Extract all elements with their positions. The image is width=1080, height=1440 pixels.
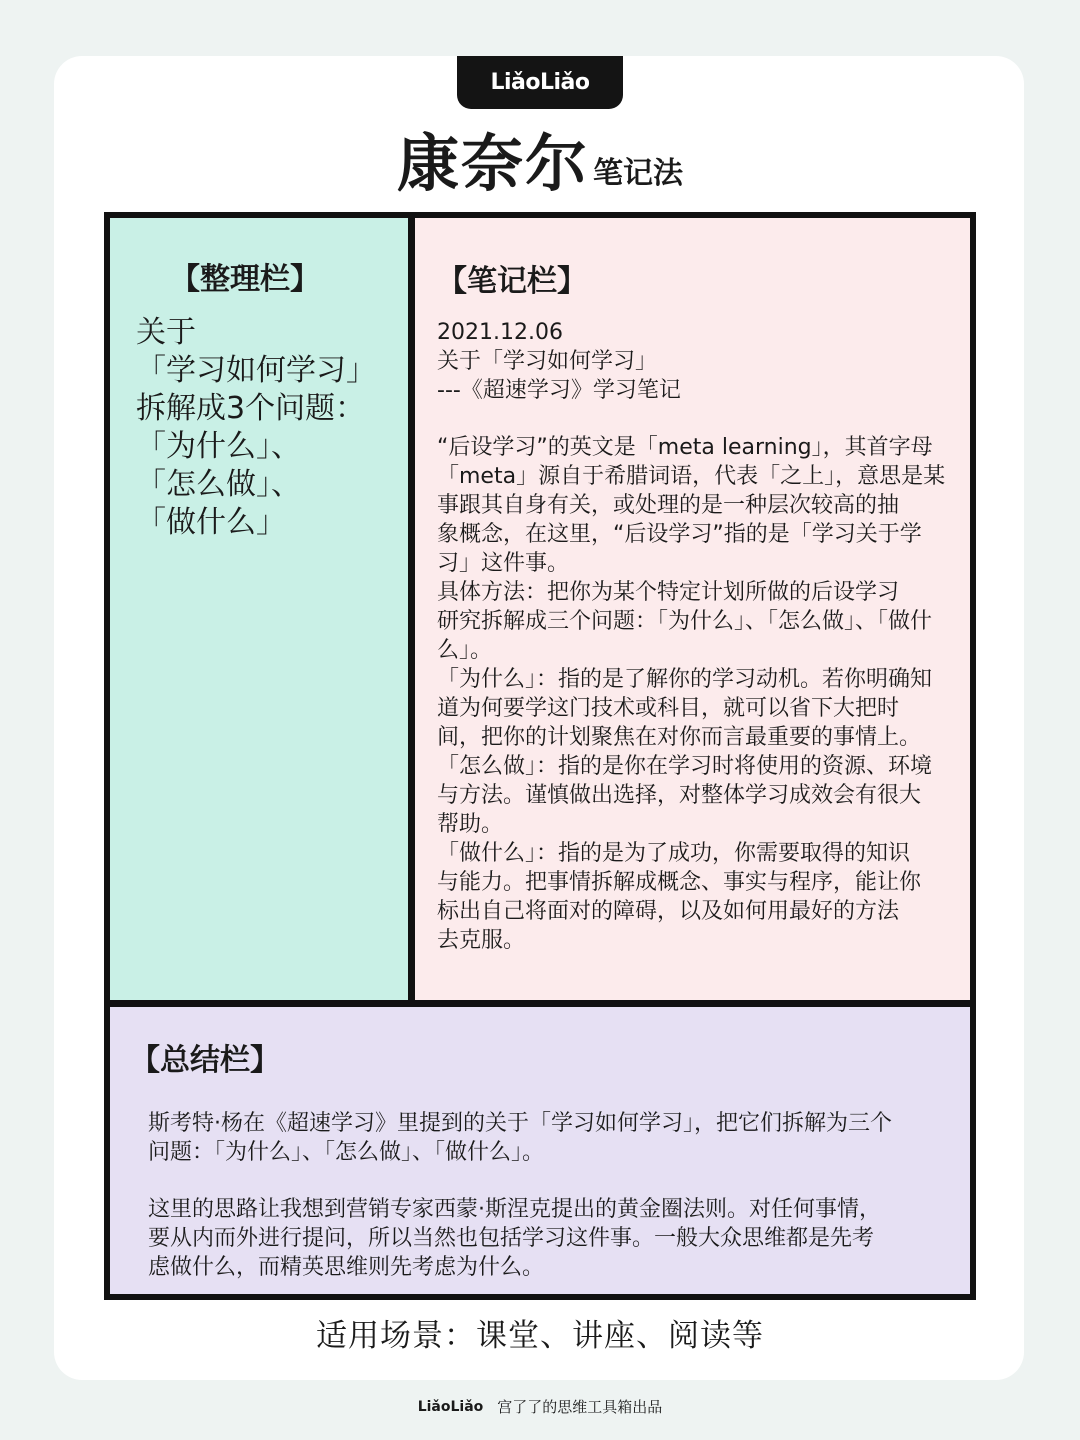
note-source: ---《超速学习》学习笔记 — [437, 378, 681, 403]
brand-logo: LiǎoLiǎo — [457, 56, 623, 109]
note-line: 「meta」源自于希腊词语，代表「之上」，意思是某 — [437, 464, 946, 489]
cue-line: 「学习如何学习」 — [136, 353, 376, 388]
summary-line: 问题：「为什么」、「怎么做」、「做什么」。 — [148, 1140, 545, 1165]
notes-meta — [437, 318, 962, 405]
footer-text: 宫了了的思维工具箱出品 — [497, 1398, 663, 1416]
page-title — [0, 128, 1080, 200]
cue-line: 关于 — [136, 315, 196, 350]
cue-text — [136, 314, 376, 542]
summary-paragraph-1 — [148, 1109, 948, 1167]
notes-heading: 【笔记栏】 — [437, 264, 587, 299]
summary-section — [110, 1000, 970, 1294]
title-sub: 笔记法 — [593, 156, 683, 191]
note-topic: 关于「学习如何学习」 — [437, 349, 658, 374]
cue-line: 拆解成3个问题： — [136, 391, 366, 426]
cue-heading: 【整理栏】 — [170, 262, 320, 297]
note-line: 道为何要学这门技术或科目，就可以省下大把时 — [437, 696, 900, 721]
cue-line: 「做什么」 — [136, 505, 286, 540]
note-line: 间，把你的计划聚焦在对你而言最重要的事情上。 — [437, 725, 922, 750]
footer-logo: LiǎoLiǎo — [417, 1398, 484, 1415]
cue-column — [110, 218, 415, 1000]
note-line: 事跟其自身有关，或处理的是一种层次较高的抽 — [437, 493, 900, 518]
note-line: 习」这件事。 — [437, 551, 570, 576]
note-date: 2021.12.06 — [437, 320, 563, 345]
usage-scenario: 适用场景：课堂、讲座、阅读等 — [316, 1318, 764, 1354]
note-line: 象概念，在这里，“后设学习”指的是「学习关于学 — [437, 522, 922, 547]
summary-line: 斯考特·杨在《超速学习》里提到的关于「学习如何学习」，把它们拆解为三个 — [148, 1111, 892, 1136]
note-line: 么」。 — [437, 638, 493, 663]
note-line: 「做什么」：指的是为了成功，你需要取得的知识 — [437, 841, 911, 866]
note-line: 标出自己将面对的障碍，以及如何用最好的方法 — [437, 899, 900, 924]
summary-line: 要从内而外进行提问，所以当然也包括学习这件事。一般大众思维都是先考 — [148, 1226, 875, 1251]
summary-paragraph-2 — [148, 1195, 948, 1282]
summary-line: 虑做什么，而精英思维则先考虑为什么。 — [148, 1255, 545, 1280]
cornell-grid — [104, 212, 976, 1300]
note-line: 与能力。把事情拆解成概念、事实与程序，能让你 — [437, 870, 922, 895]
summary-line: 这里的思路让我想到营销专家西蒙·斯涅克提出的黄金圈法则。对任何事情， — [148, 1197, 881, 1222]
cue-line: 「怎么做」、 — [136, 467, 301, 502]
note-line: 「怎么做」：指的是你在学习时将使用的资源、环境 — [437, 754, 933, 779]
title-main: 康奈尔 — [396, 127, 589, 200]
note-line: 研究拆解成三个问题：「为什么」、「怎么做」、「做什 — [437, 609, 933, 634]
notes-body — [437, 433, 962, 955]
note-line: “后设学习”的英文是「meta learning」，其首字母 — [437, 435, 933, 460]
note-line: 与方法。谨慎做出选择，对整体学习成效会有很大 — [437, 783, 922, 808]
summary-heading: 【总结栏】 — [130, 1043, 280, 1078]
footer — [0, 1396, 1080, 1417]
note-line: 「为什么」：指的是了解你的学习动机。若你明确知 — [437, 667, 933, 692]
note-line: 去克服。 — [437, 928, 526, 953]
note-line: 具体方法：把你为某个特定计划所做的后设学习 — [437, 580, 900, 605]
cue-line: 「为什么」、 — [136, 429, 301, 464]
notes-column — [415, 218, 970, 1000]
note-line: 帮助。 — [437, 812, 504, 837]
